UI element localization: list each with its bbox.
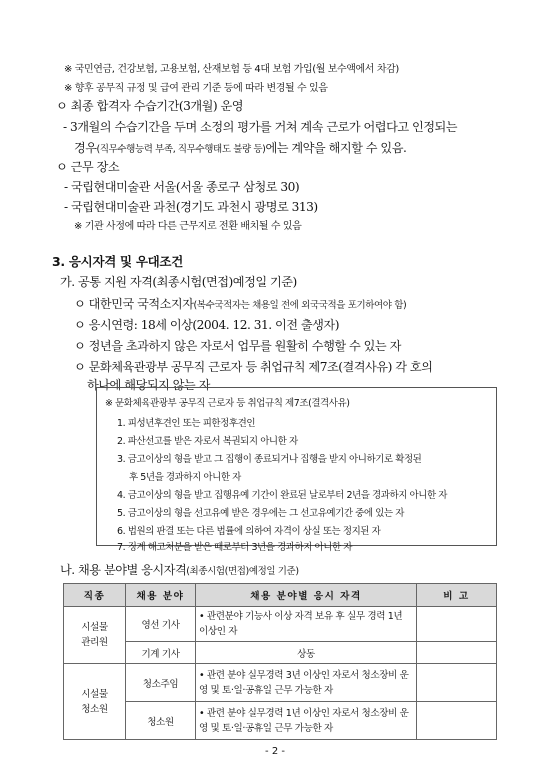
header-requirements: 채용 분야별 응시 자격 (196, 584, 417, 607)
table-header-row (64, 584, 497, 607)
eligibility-disqualification: ㅇ 문화체육관광부 공무직 근로자 등 취업규칙 제7조(결격사유) 각 호의 (74, 360, 433, 374)
common-eligibility-heading: 가. 공통 지원 자격(최종시험(면접)예정일 기준) (60, 275, 297, 289)
workplace-heading: ㅇ 근무 장소 (56, 160, 120, 174)
eligibility-disqualification-cont: 하나에 해당되지 않는 자 (87, 378, 210, 392)
box-line: 3. 금고이상의 형을 받고 그 집행이 종료되거나 집행을 받지 아니하기로 확정된 (117, 454, 422, 465)
regulation-note: ※ 향후 공무직 규정 및 급여 관리 기준 등에 따라 변경될 수 있음 (64, 83, 328, 94)
field-cell: 영선 기사 (126, 607, 196, 642)
eligibility-retirement: ㅇ 정년을 초과하지 않은 자로서 업무를 원활히 수행할 수 있는 자 (74, 339, 401, 353)
probation-line-2: 경우(직무수행능력 부족, 직무수행태도 불량 등)에는 계약을 해지할 수 있음. (74, 141, 407, 155)
job-type-facility-cleaner: 시설물 청소원 (64, 664, 126, 740)
box-line: 2. 파산선고를 받은 자로서 복권되지 아니한 자 (117, 436, 298, 447)
box-line: 4. 금고이상의 형을 받고 집행유예 기간이 완료된 날로부터 2년을 경과하지 아니한 자 (117, 490, 448, 501)
box-line: 5. 금고이상의 형을 선고유예 받은 경우에는 그 선고유예기간 중에 있는 자 (117, 508, 404, 519)
box-line: 7. 징계 해고처분을 받은 때로부터 3년을 경과하지 아니한 자 (117, 542, 353, 553)
workplace-seoul: - 국립현대미술관 서울(서울 종로구 삼청로 30) (64, 180, 300, 194)
box-title: ※ 문화체육관광부 공무직 근로자 등 취업규칙 제7조(결격사유) (105, 398, 350, 409)
remark-cell (417, 642, 497, 664)
box-line: 1. 피성년후견인 또는 피한정후견인 (117, 418, 256, 429)
box-line: 6. 법원의 판결 또는 다른 법률에 의하여 자격이 상실 또는 정지된 자 (117, 526, 381, 537)
requirement-cell: 상동 (196, 642, 417, 664)
field-eligibility-heading: 나. 채용 분야별 응시자격(최종시험(면접)예정일 기준) (60, 563, 299, 577)
eligibility-nationality: ㅇ 대한민국 국적소지자(복수국적자는 채용일 전에 외국국적을 포기하여야 함) (74, 297, 407, 311)
table-row (64, 702, 497, 740)
disqualification-box (96, 387, 497, 553)
page-number: - 2 - (265, 746, 285, 757)
box-line: 후 5년을 경과하지 아니한 자 (129, 472, 241, 483)
probation-heading: ㅇ 최종 합격자 수습기간(3개월) 운영 (56, 99, 244, 113)
table-row (64, 664, 497, 702)
table-row (64, 607, 497, 642)
requirement-cell: • 관련 분야 실무경력 3년 이상인 자로서 청소장비 운영 및 토·일·공휴일 근무 가능한 자 (196, 664, 417, 702)
field-cell: 청소원 (126, 702, 196, 740)
requirement-cell: • 관련 분야 실무경력 1년 이상인 자로서 청소장비 운영 및 토·일·공휴일 근무 가능한 자 (196, 702, 417, 740)
remark-cell (417, 607, 497, 642)
insurance-note: ※ 국민연금, 건강보험, 고용보험, 산재보험 등 4대 보험 가입(월 보수액에서 차감) (64, 64, 399, 75)
eligibility-age: ㅇ 응시연령: 18세 이상(2004. 12. 31. 이전 출생자) (74, 318, 339, 332)
field-cell: 기계 기사 (126, 642, 196, 664)
eligibility-table (63, 583, 497, 740)
header-remarks: 비 고 (417, 584, 497, 607)
table-row (64, 642, 497, 664)
header-field: 채용 분야 (126, 584, 196, 607)
remark-cell (417, 702, 497, 740)
field-cell: 청소주임 (126, 664, 196, 702)
job-type-facility-manager: 시설물 관리원 (64, 607, 126, 664)
workplace-gwacheon: - 국립현대미술관 과천(경기도 과천시 광명로 313) (64, 200, 318, 214)
header-job-type: 직종 (64, 584, 126, 607)
requirement-cell: • 관련분야 기능사 이상 자격 보유 후 실무 경력 1년 이상인 자 (196, 607, 417, 642)
remark-cell (417, 664, 497, 702)
probation-line-1: - 3개월의 수습기간을 두며 소정의 평가를 거쳐 계속 근로가 어렵다고 인정되는 (63, 120, 458, 134)
section-3-title: 3. 응시자격 및 우대조건 (52, 254, 183, 269)
workplace-note: ※ 기관 사정에 따라 다른 근무지로 전환 배치될 수 있음 (74, 221, 302, 232)
